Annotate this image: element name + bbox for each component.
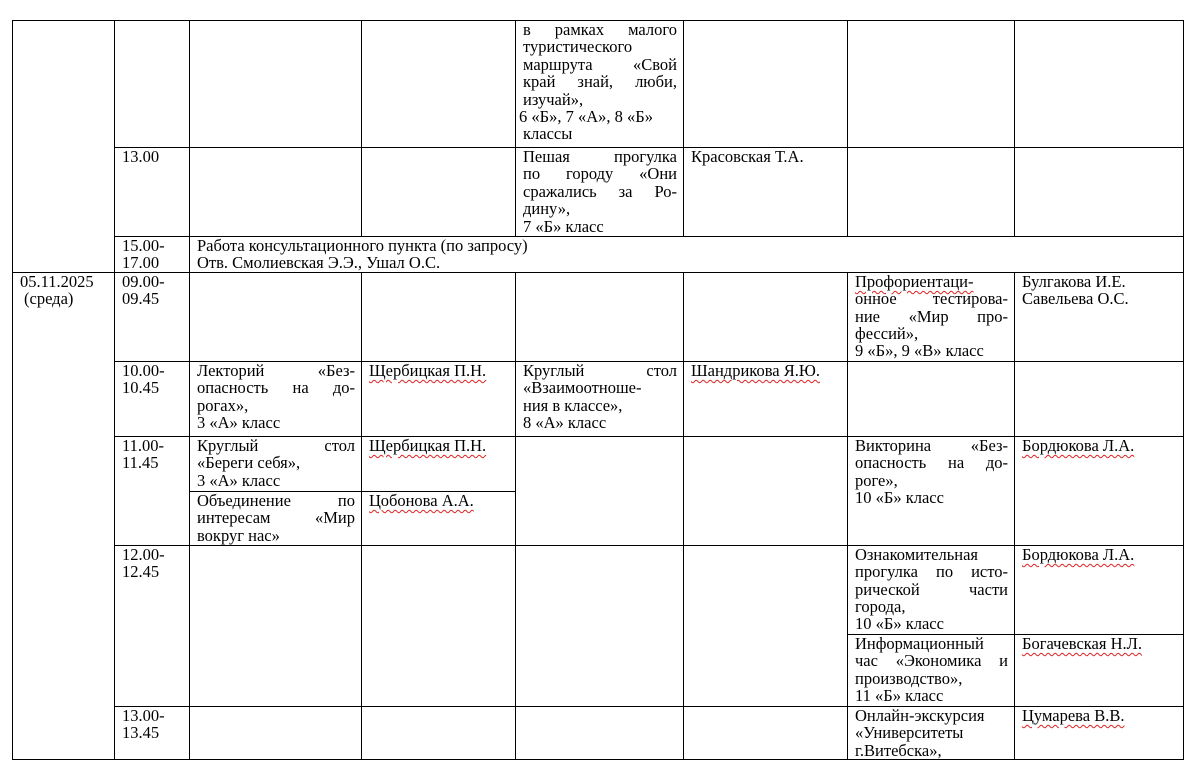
time-cell: 15.00- 17.00	[115, 237, 190, 273]
event-cell: Информационный час «Экономика и производство», 11 «Б» класс	[848, 634, 1015, 706]
event-cell: Круглый стол «Взаимоотноше- ния в классе», 8 «А» класс	[516, 361, 684, 436]
event-cell: Объединение по интересам «Мир вокруг нас»	[190, 491, 362, 545]
responsible-cell: Цобонова А.А.	[362, 491, 516, 545]
time-cell: 12.00- 12.45	[115, 545, 190, 706]
time-cell: 10.00- 10.45	[115, 361, 190, 436]
time-cell: 13.00	[115, 148, 190, 237]
table-row	[13, 148, 1184, 237]
table-row	[13, 436, 1184, 491]
date-cell: 05.11.2025 (среда)	[13, 272, 115, 759]
table-row	[13, 272, 1184, 361]
responsible-cell: Щербицкая П.Н.	[362, 436, 516, 491]
time-cell: 09.00- 09.45	[115, 272, 190, 361]
table-row	[13, 545, 1184, 634]
table-row	[13, 237, 1184, 273]
event-cell: Профориентаци- онное тестирова- ние «Мир про- фессий», 9 «Б», 9 «В» класс	[848, 272, 1015, 361]
event-cell: в рамках малого туристического маршрута «Свой край знай, люби, изучай», 6 «Б», 7 «А», 8 «Б» классы	[516, 21, 684, 148]
time-cell: 11.00- 11.45	[115, 436, 190, 545]
time-cell: 13.00- 13.45	[115, 706, 190, 759]
table-row	[13, 706, 1184, 759]
date-cell-empty	[13, 21, 115, 273]
table-row	[13, 21, 1184, 148]
event-cell: Лекторий «Без- опасность на до- рогах», 3 «А» класс	[190, 361, 362, 436]
event-cell: Ознакомительная прогулка по исто- рической части города, 10 «Б» класс	[848, 545, 1015, 634]
responsible-cell: Бордюкова Л.А.	[1015, 545, 1184, 634]
responsible-cell: Щербицкая П.Н.	[362, 361, 516, 436]
responsible-cell: Булгакова И.Е. Савельева О.С.	[1015, 272, 1184, 361]
responsible-cell: Цумарева В.В.	[1015, 706, 1184, 759]
responsible-cell: Шандрикова Я.Ю.	[684, 361, 848, 436]
event-cell: Пешая прогулка по городу «Они сражались за Ро- дину», 7 «Б» класс	[516, 148, 684, 237]
schedule-table	[12, 20, 1184, 760]
consultation-cell: Работа консультационного пункта (по запросу) Отв. Смолиевская Э.Э., Ушал О.С.	[190, 237, 1184, 273]
responsible-cell: Красовская Т.А.	[684, 148, 848, 237]
responsible-cell: Богачевская Н.Л.	[1015, 634, 1184, 706]
event-cell: Онлайн-экскурсия «Университеты г.Витебска»,	[848, 706, 1015, 759]
time-cell	[115, 21, 190, 148]
event-cell: Круглый стол «Береги себя», 3 «А» класс	[190, 436, 362, 491]
responsible-cell: Бордюкова Л.А.	[1015, 436, 1184, 545]
table-row	[13, 361, 1184, 436]
event-cell: Викторина «Без- опасность на до- роге», 10 «Б» класс	[848, 436, 1015, 545]
